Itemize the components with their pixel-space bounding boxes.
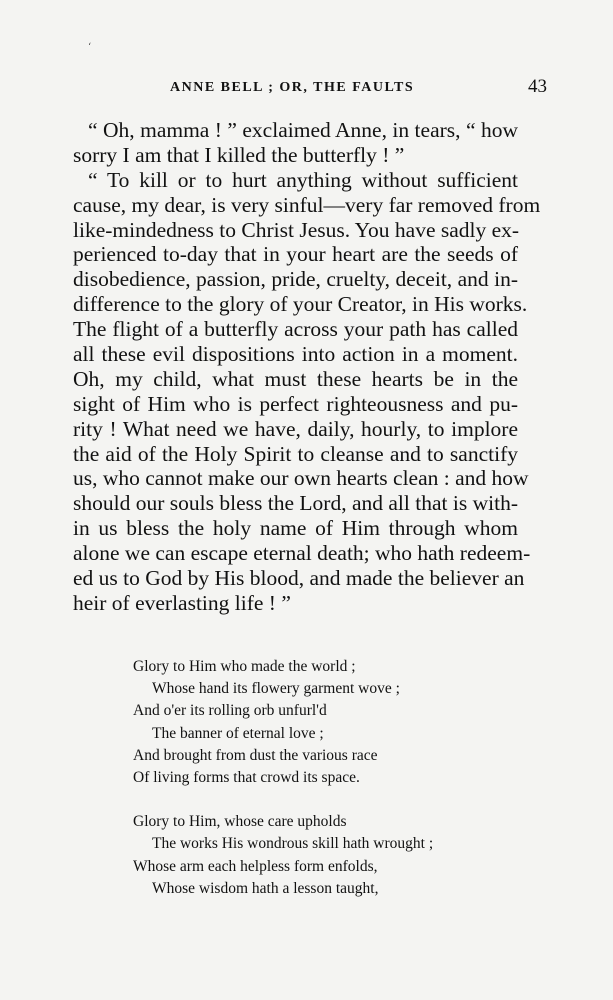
poem-line: Whose arm each helpless form enfolds, (133, 857, 378, 875)
text-line: heir of everlasting life ! ” (73, 590, 291, 615)
text-line: disobedience, passion, pride, cruelty, deceit, and in- (73, 267, 518, 292)
page-number: 43 (528, 76, 547, 97)
text-line: perienced to-day that in your heart are the seeds of (73, 242, 518, 267)
text-line: sight of Him who is perfect righteousness and pu- (73, 391, 518, 416)
poem-line: And o'er its rolling orb unfurl'd (133, 702, 327, 720)
text-line: in us bless the holy name of Him through whom (73, 516, 518, 541)
text-line: Oh, my child, what must these hearts be in the (73, 366, 518, 391)
page-header (170, 76, 547, 100)
text-line: “ Oh, mamma ! ” exclaimed Anne, in tears, “ how (88, 118, 518, 142)
text-line: cause, my dear, is very sinful—very far removed from (73, 192, 541, 217)
poem-stanza (133, 811, 493, 900)
text-line: alone we can escape eternal death; who hath redeem- (73, 541, 531, 566)
text-line: all these evil dispositions into action in a moment. (73, 342, 518, 367)
prose-body (73, 118, 541, 616)
text-line: us, who cannot make our own hearts clean : and how (73, 466, 529, 491)
text-line: like-mindedness to Christ Jesus. You have sadly ex- (73, 217, 520, 242)
poem-line: And brought from dust the various race (133, 746, 378, 764)
poem-line: Glory to Him, whose care upholds (133, 813, 347, 831)
text-line: The flight of a butterfly across your path has called (73, 317, 518, 342)
text-line: rity ! What need we have, daily, hourly, to implore (73, 416, 518, 441)
text-line: “ To kill or to hurt anything without sufficient (88, 167, 518, 192)
poem-line: Of living forms that crowd its space. (133, 768, 360, 786)
text-line: ed us to God by His blood, and made the believer an (73, 566, 525, 591)
text-line: should our souls bless the Lord, and all that is with- (73, 491, 518, 516)
text-line: difference to the glory of your Creator, in His works. (73, 292, 528, 317)
poem-line: The works His wondrous skill hath wrought ; (152, 835, 434, 853)
running-head: ANNE BELL ; OR, THE FAULTS (170, 80, 415, 95)
poem-line: The banner of eternal love ; (152, 724, 324, 742)
poem-line: Whose hand its flowery garment wove ; (152, 680, 400, 698)
poem-line: Glory to Him who made the world ; (133, 658, 356, 675)
poem-line: Whose wisdom hath a lesson taught, (152, 879, 379, 897)
poem-stanza (133, 656, 493, 789)
text-line: the aid of the Holy Spirit to cleanse and to sanctify (73, 441, 518, 466)
ink-speck: ‘ (88, 42, 92, 53)
poem (133, 656, 493, 922)
text-line: sorry I am that I killed the butterfly ! ” (73, 142, 405, 167)
